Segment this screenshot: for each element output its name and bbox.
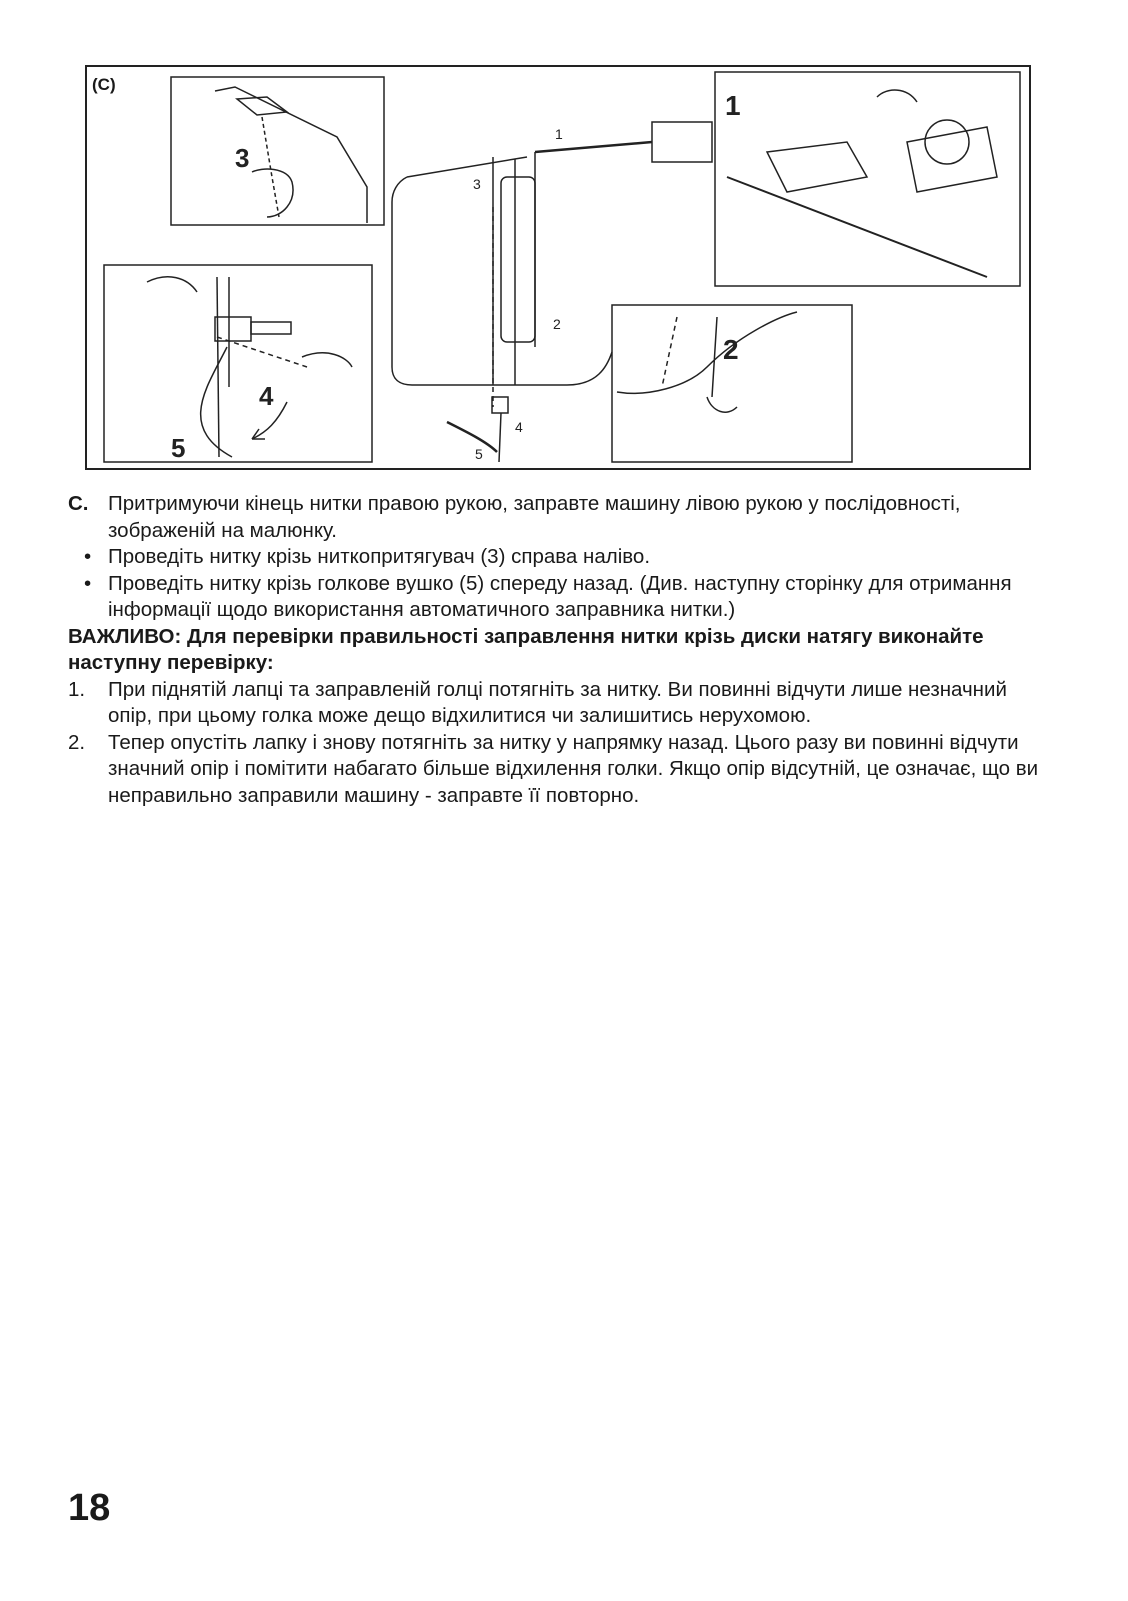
step-text: При піднятій лапці та заправленій голці потягніть за нитку. Ви повинні відчути лише незначний опір, при цьому голка може дещо відхилитися чи залишитись нерухомою. (108, 677, 1007, 727)
main-callout-1: 1 (555, 126, 563, 142)
main-callout-2: 2 (553, 316, 561, 332)
section-c-text: Притримуючи кінець нитки правою рукою, заправте машину лівою рукою у послідовності, зображеній на малюнку. (108, 492, 961, 542)
figure-label: (C) (92, 75, 116, 94)
main-callout-4: 4 (515, 419, 523, 435)
callout-4: 4 (259, 381, 274, 411)
step-item (68, 730, 1048, 810)
main-callout-3: 3 (473, 176, 481, 192)
bullet-item (68, 544, 1048, 571)
instructions-text (68, 491, 1048, 809)
bullet-symbol: • (84, 571, 92, 595)
step-number: 2. (68, 730, 86, 754)
inset-needle-eye (104, 265, 372, 463)
inset-thread-guide (715, 72, 1020, 286)
section-c-marker: C. (68, 492, 89, 515)
bullet-symbol: • (84, 545, 92, 568)
bullet-text: Проведіть нитку крізь голкове вушко (5) спереду назад. (Див. наступну сторінку для отримання інформації щодо використання автоматичного заправника нитки.) (108, 571, 1012, 621)
important-note: ВАЖЛИВО: Для перевірки правильності заправлення нитки крізь диски натягу виконайте наступну перевірку: (68, 624, 984, 674)
bullet-text: Проведіть нитку крізь ниткопритягувач (3) справа наліво. (108, 545, 651, 568)
inset-tension-discs (612, 305, 852, 462)
inset-take-up-lever (171, 77, 384, 225)
machine-outline (392, 122, 712, 462)
callout-1: 1 (725, 90, 741, 121)
threading-figure (85, 65, 1031, 470)
callout-2: 2 (723, 334, 739, 365)
callout-3: 3 (235, 143, 250, 173)
page-number: 18 (68, 1487, 111, 1529)
section-c-paragraph (68, 491, 1048, 544)
bullet-item (68, 571, 1048, 624)
step-item (68, 677, 1048, 730)
step-number: 1. (68, 677, 86, 701)
threading-diagram (87, 67, 1029, 468)
main-callout-5: 5 (475, 446, 483, 462)
step-text: Тепер опустіть лапку і знову потягніть за нитку у напрямку назад. Цього разу ви повинні відчути значний опір і помітити набагато більше відхилення голки. Якщо опір відсутній, це означає, що ви неправильно заправили машину - заправте її повторно. (108, 730, 1039, 807)
callout-5: 5 (171, 433, 186, 463)
